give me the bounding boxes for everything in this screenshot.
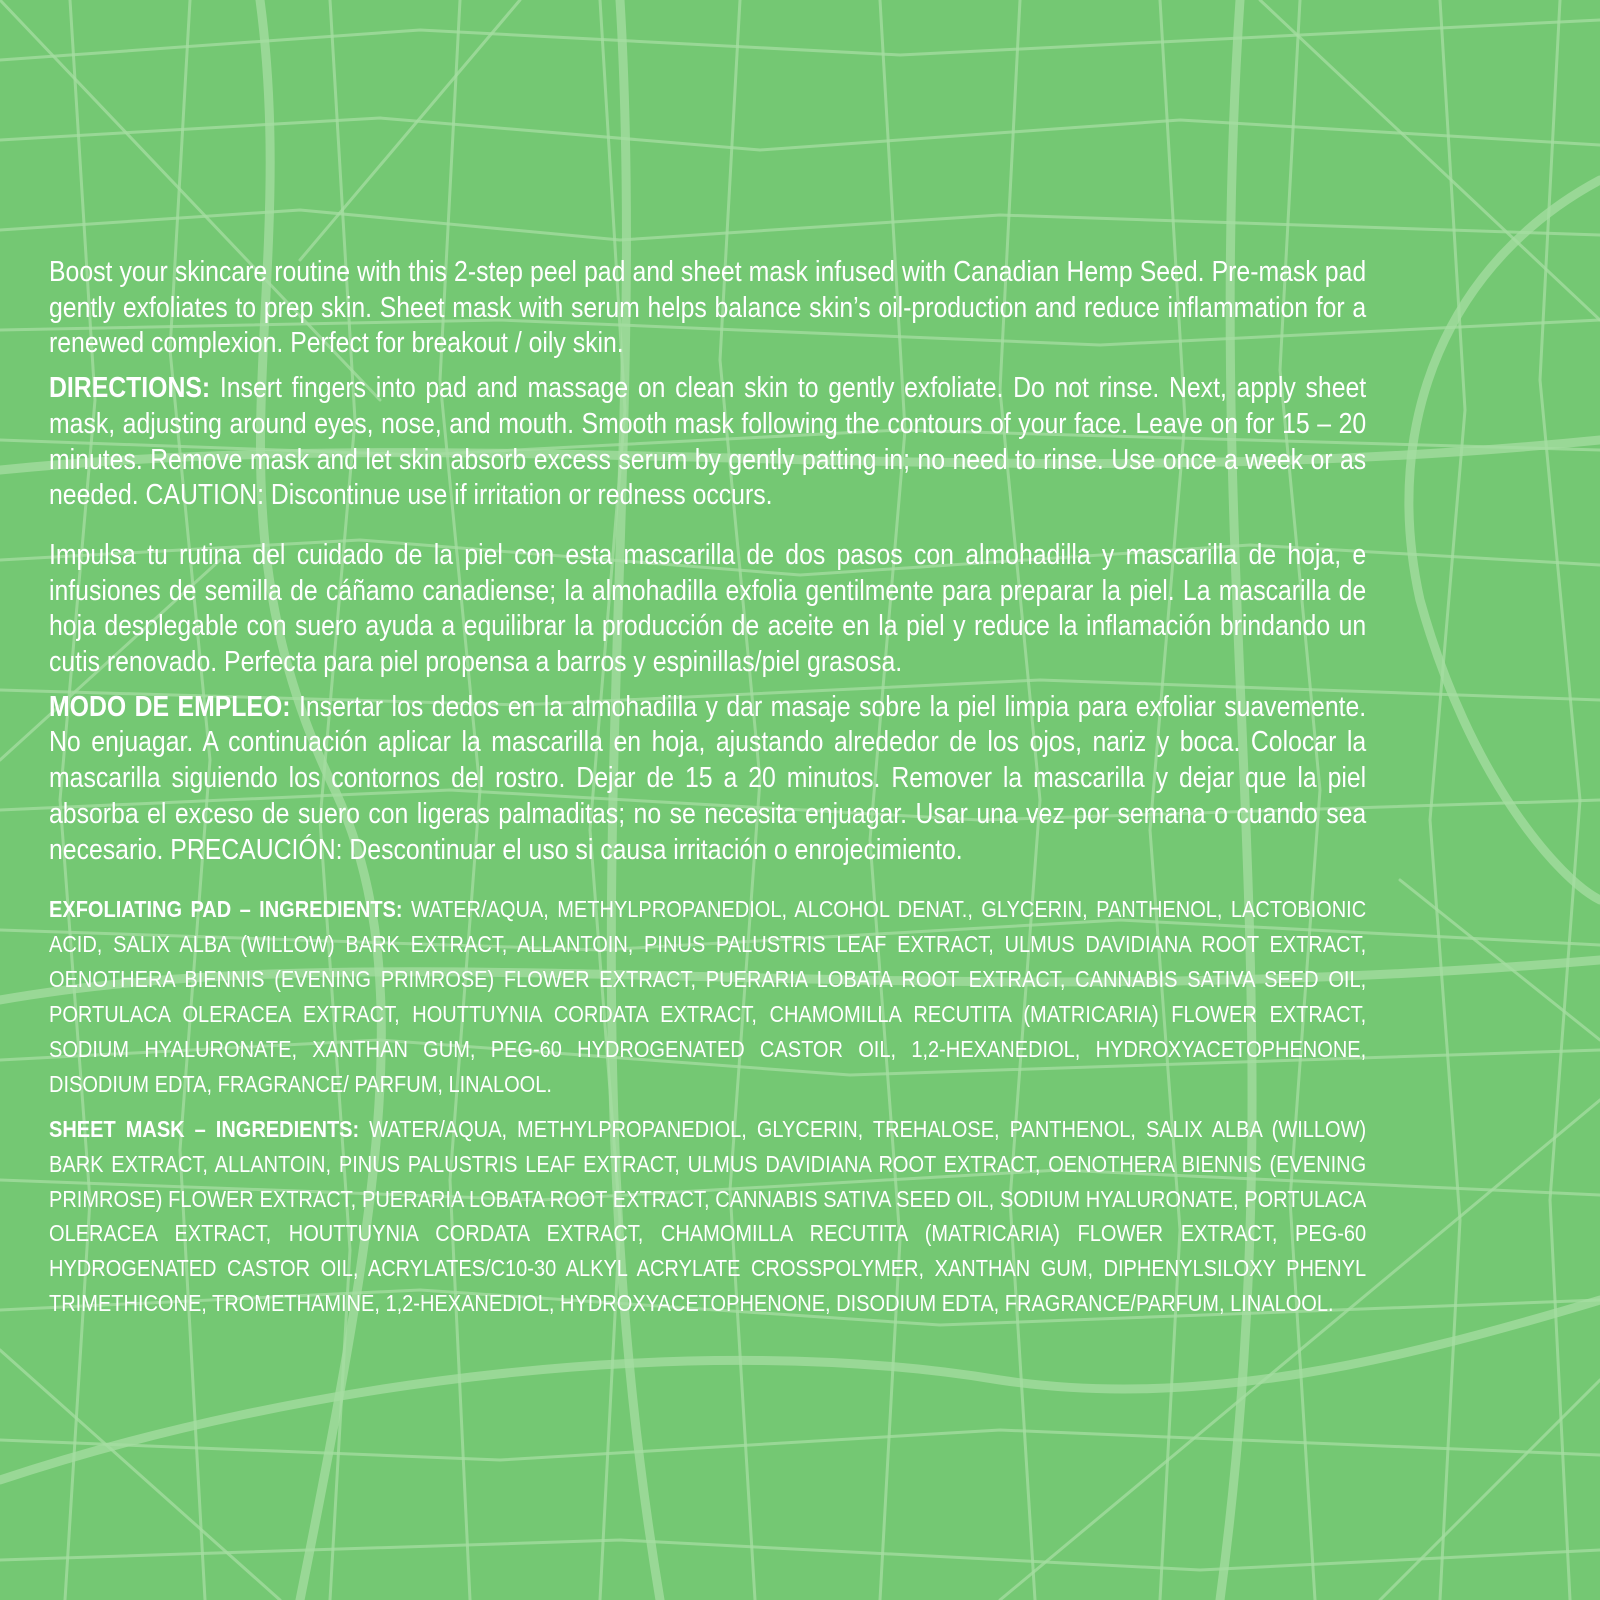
ingredients-sheet-mask (49, 1112, 1366, 1321)
directions-spanish (49, 690, 1366, 869)
modo-de-empleo-text: Insertar los dedos en la almohadilla y dar masaje sobre la piel limpia para exfoliar suavemente. No enjuagar. A continuación aplicar la mascarilla en hoja, ajustando alrededor de los ojos, nariz y boca. Colocar la mascarilla siguiendo los contornos del rostro. Dejar de 15 a 20 minutos. Remover la mascarilla y dejar que la piel absorba el exceso de suero con ligeras palmaditas; no se necesita enjuagar. Usar una vez por semana o cuando sea necesario. PRECAUCIÓN: Descontinuar el uso si causa irritación o enrojecimiento. (49, 690, 1367, 866)
directions-text: Insert fingers into pad and massage on clean skin to gently exfoliate. Do not rinse. Next, apply sheet mask, adjusting around eyes, nose, and mouth. Smooth mask following the contours of your face. Leave on for 15 – 20 minutes. Remove mask and let skin absorb excess serum by gently patting in; no need to rinse. Use once a week or as needed. CAUTION: Discontinue use if irritation or redness occurs. (49, 372, 1367, 512)
ingredients-mask-text: WATER/AQUA, METHYLPROPANEDIOL, GLYCERIN, TREHALOSE, PANTHENOL, SALIX ALBA (WILLOW) BARK EXTRACT, ALLANTOIN, PINUS PALUSTRIS LEAF EXTRACT, ULMUS DAVIDIANA ROOT EXTRACT, OENOTHERA BIENNIS (EVENING PRIMROSE) FLOWER EXTRACT, PUERARIA LOBATA ROOT EXTRACT, CANNABIS SATIVA SEED OIL, SODIUM HYALURONATE, PORTULACA OLERACEA EXTRACT, HOUTTUYNIA CORDATA EXTRACT, CHAMOMILLA RECUTITA (MATRICARIA) FLOWER EXTRACT, PEG-60 HYDROGENATED CASTOR OIL, ACRYLATES/C10-30 ALKYL ACRYLATE CROSSPOLYMER, XANTHAN GUM, DIPHENYLSILOXY PHENYL TRIMETHICONE, TROMETHAMINE, 1,2-HEXANEDIOL, HYDROXYACETOPHENONE, DISODIUM EDTA, FRAGRANCE/PARFUM, LINALOOL. (49, 1115, 1367, 1317)
ingredients-pad-label: EXFOLIATING PAD – INGREDIENTS: (49, 896, 403, 923)
intro-english (49, 255, 1366, 362)
intro-spanish-text: Impulsa tu rutina del cuidado de la piel con esta mascarilla de dos pasos con almohadilla y mascarilla de hoja, e infusiones de semilla de cáñamo canadiense; la almohadilla exfolia gentilmente para preparar la piel. La mascarilla de hoja desplegable con suero ayuda a equilibrar la producción de aceite en la piel y reduce la inflamación brindando un cutis renovado. Perfecta para piel propensa a barros y espinillas/piel grasosa. (49, 538, 1367, 679)
intro-english-text: Boost your skincare routine with this 2-step peel pad and sheet mask infused with Canadian Hemp Seed. Pre-mask pad gently exfoliates to prep skin. Sheet mask with serum helps balance skin’s oil-production and reduce inflammation for a renewed complexion. Perfect for breakout / oily skin. (49, 256, 1367, 360)
ingredients-pad-text: WATER/AQUA, METHYLPROPANEDIOL, ALCOHOL DENAT., GLYCERIN, PANTHENOL, LACTOBIONIC ACID, SALIX ALBA (WILLOW) BARK EXTRACT, ALLANTOIN, PINUS PALUSTRIS LEAF EXTRACT, ULMUS DAVIDIANA ROOT EXTRACT, OENOTHERA BIENNIS (EVENING PRIMROSE) FLOWER EXTRACT, PUERARIA LOBATA ROOT EXTRACT, CANNABIS SATIVA SEED OIL, PORTULACA OLERACEA EXTRACT, HOUTTUYNIA CORDATA EXTRACT, CHAMOMILLA RECUTITA (MATRICARIA) FLOWER EXTRACT, SODIUM HYALURONATE, XANTHAN GUM, PEG-60 HYDROGENATED CASTOR OIL, 1,2-HEXANEDIOL, HYDROXYACETOPHENONE, DISODIUM EDTA, FRAGRANCE/ PARFUM, LINALOOL. (49, 896, 1367, 1097)
ingredients-exfoliating-pad (49, 892, 1366, 1101)
ingredients-mask-label: SHEET MASK – INGREDIENTS: (49, 1115, 360, 1142)
intro-spanish (49, 538, 1366, 681)
directions-label: DIRECTIONS: (49, 372, 211, 405)
directions-english (49, 371, 1366, 514)
modo-de-empleo-label: MODO DE EMPLEO: (49, 690, 291, 723)
product-text-block (49, 255, 1366, 1321)
